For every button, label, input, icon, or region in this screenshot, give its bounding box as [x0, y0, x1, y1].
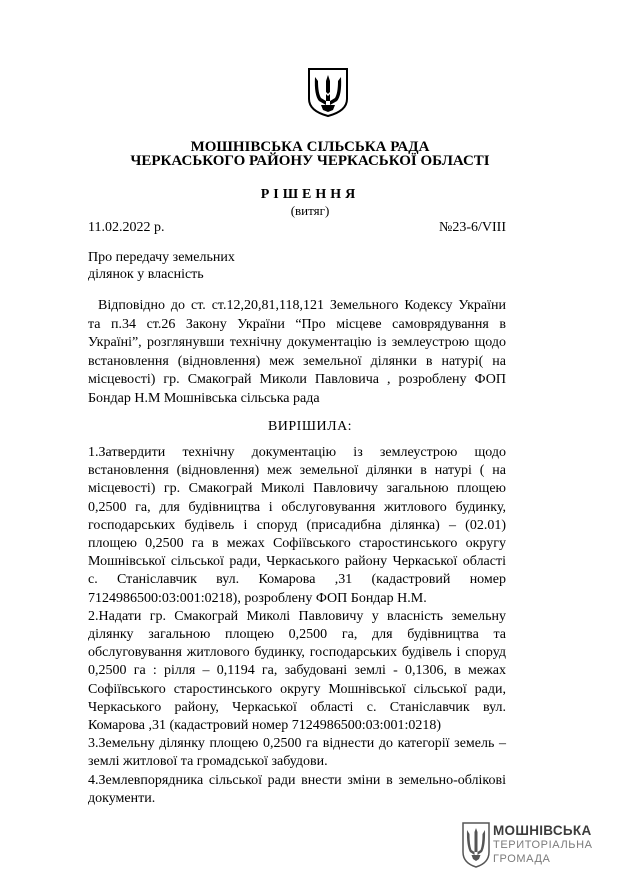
trident-coat-of-arms-icon — [307, 67, 349, 117]
resolved-heading: ВИРІШИЛА: — [267, 419, 353, 434]
subject-line: Про передачу земельних — [88, 250, 235, 265]
decision-item: 4.Землевпорядника сільської ради внести зміни в земельно-облікові документи. — [88, 772, 506, 806]
decision-number: №23-6/VIII — [438, 220, 506, 235]
decision-item: 3.Земельну ділянку площею 0,2500 га віднести до категорії земель – землі житлової та громадської забудови. — [88, 736, 506, 770]
decision-item: 2.Надати гр. Смакограй Миколі Павловичу у власність земельну ділянку загальною площею 0,2500 га, для будівництва та обслуговування житлового будинку, господарських будівель і споруд 0,2500 га : рілля – 0,1194 га, забудовані землі - 0,1306, в межах Софіївського старостинського округу Мошнівської сільської ради, Черкаського району, Черкаської області с. Станіславчик вул. Комарова ,31 (кадастровий номер 7124986500:03:001:0218) — [88, 608, 506, 734]
decision-extract-label: (витяг) — [290, 203, 330, 218]
decision-item: 1.Затвердити технічну документацію із землеустрою щодо встановлення (відновлення) меж земельної ділянки в натурі ( на місцевості) гр. Смакограй Миколі Павловичу загальною площею 0,2500 га, для будівництва і обслуговування житлового будинку, господарських будівель і споруд (присадибна ділянка) – (02.01) площею 0,2500 га в межах Софіївського старостинського округу Мошнівської сільської ради, Черкаського району Черкаської області с. Станіславчик вул. Комарова ,31 (кадастровий номер 7124986500:03:001:0218), розроблену ФОП Бондар Н.М. — [88, 445, 506, 606]
logo-subtitle: ГРОМАДА — [493, 853, 551, 865]
decision-subject — [88, 250, 308, 283]
trident-logo-icon — [462, 822, 490, 868]
council-district: ЧЕРКАСЬКОГО РАЙОНУ ЧЕРКАСЬКОЇ ОБЛАСТІ — [130, 153, 490, 169]
subject-line: ділянок у власність — [88, 266, 204, 282]
decision-items — [88, 444, 506, 808]
logo-subtitle: ТЕРИТОРІАЛЬНА — [493, 839, 593, 851]
decision-date: 11.02.2022 р. — [88, 220, 165, 235]
community-logo — [462, 822, 602, 870]
logo-name: МОШНІВСЬКА — [493, 823, 592, 838]
decision-preamble: Відповідно до ст. ст.12,20,81,118,121 Земельного Кодексу України та п.34 ст.26 Закону України “Про місцеве самоврядування в Україні”, розглянувши технічну документацію із землеустрою щодо встановлення (відновлення) меж земельної ділянки в натурі( на місцевості) гр. Смакограй Миколи Павловича , розроблену ФОП Бондар Н.М Мошнівська сільська рада — [88, 298, 506, 406]
council-name: МОШНІВСЬКА СІЛЬСЬКА РАДА — [190, 139, 430, 155]
decision-title: РІШЕННЯ — [260, 187, 360, 202]
